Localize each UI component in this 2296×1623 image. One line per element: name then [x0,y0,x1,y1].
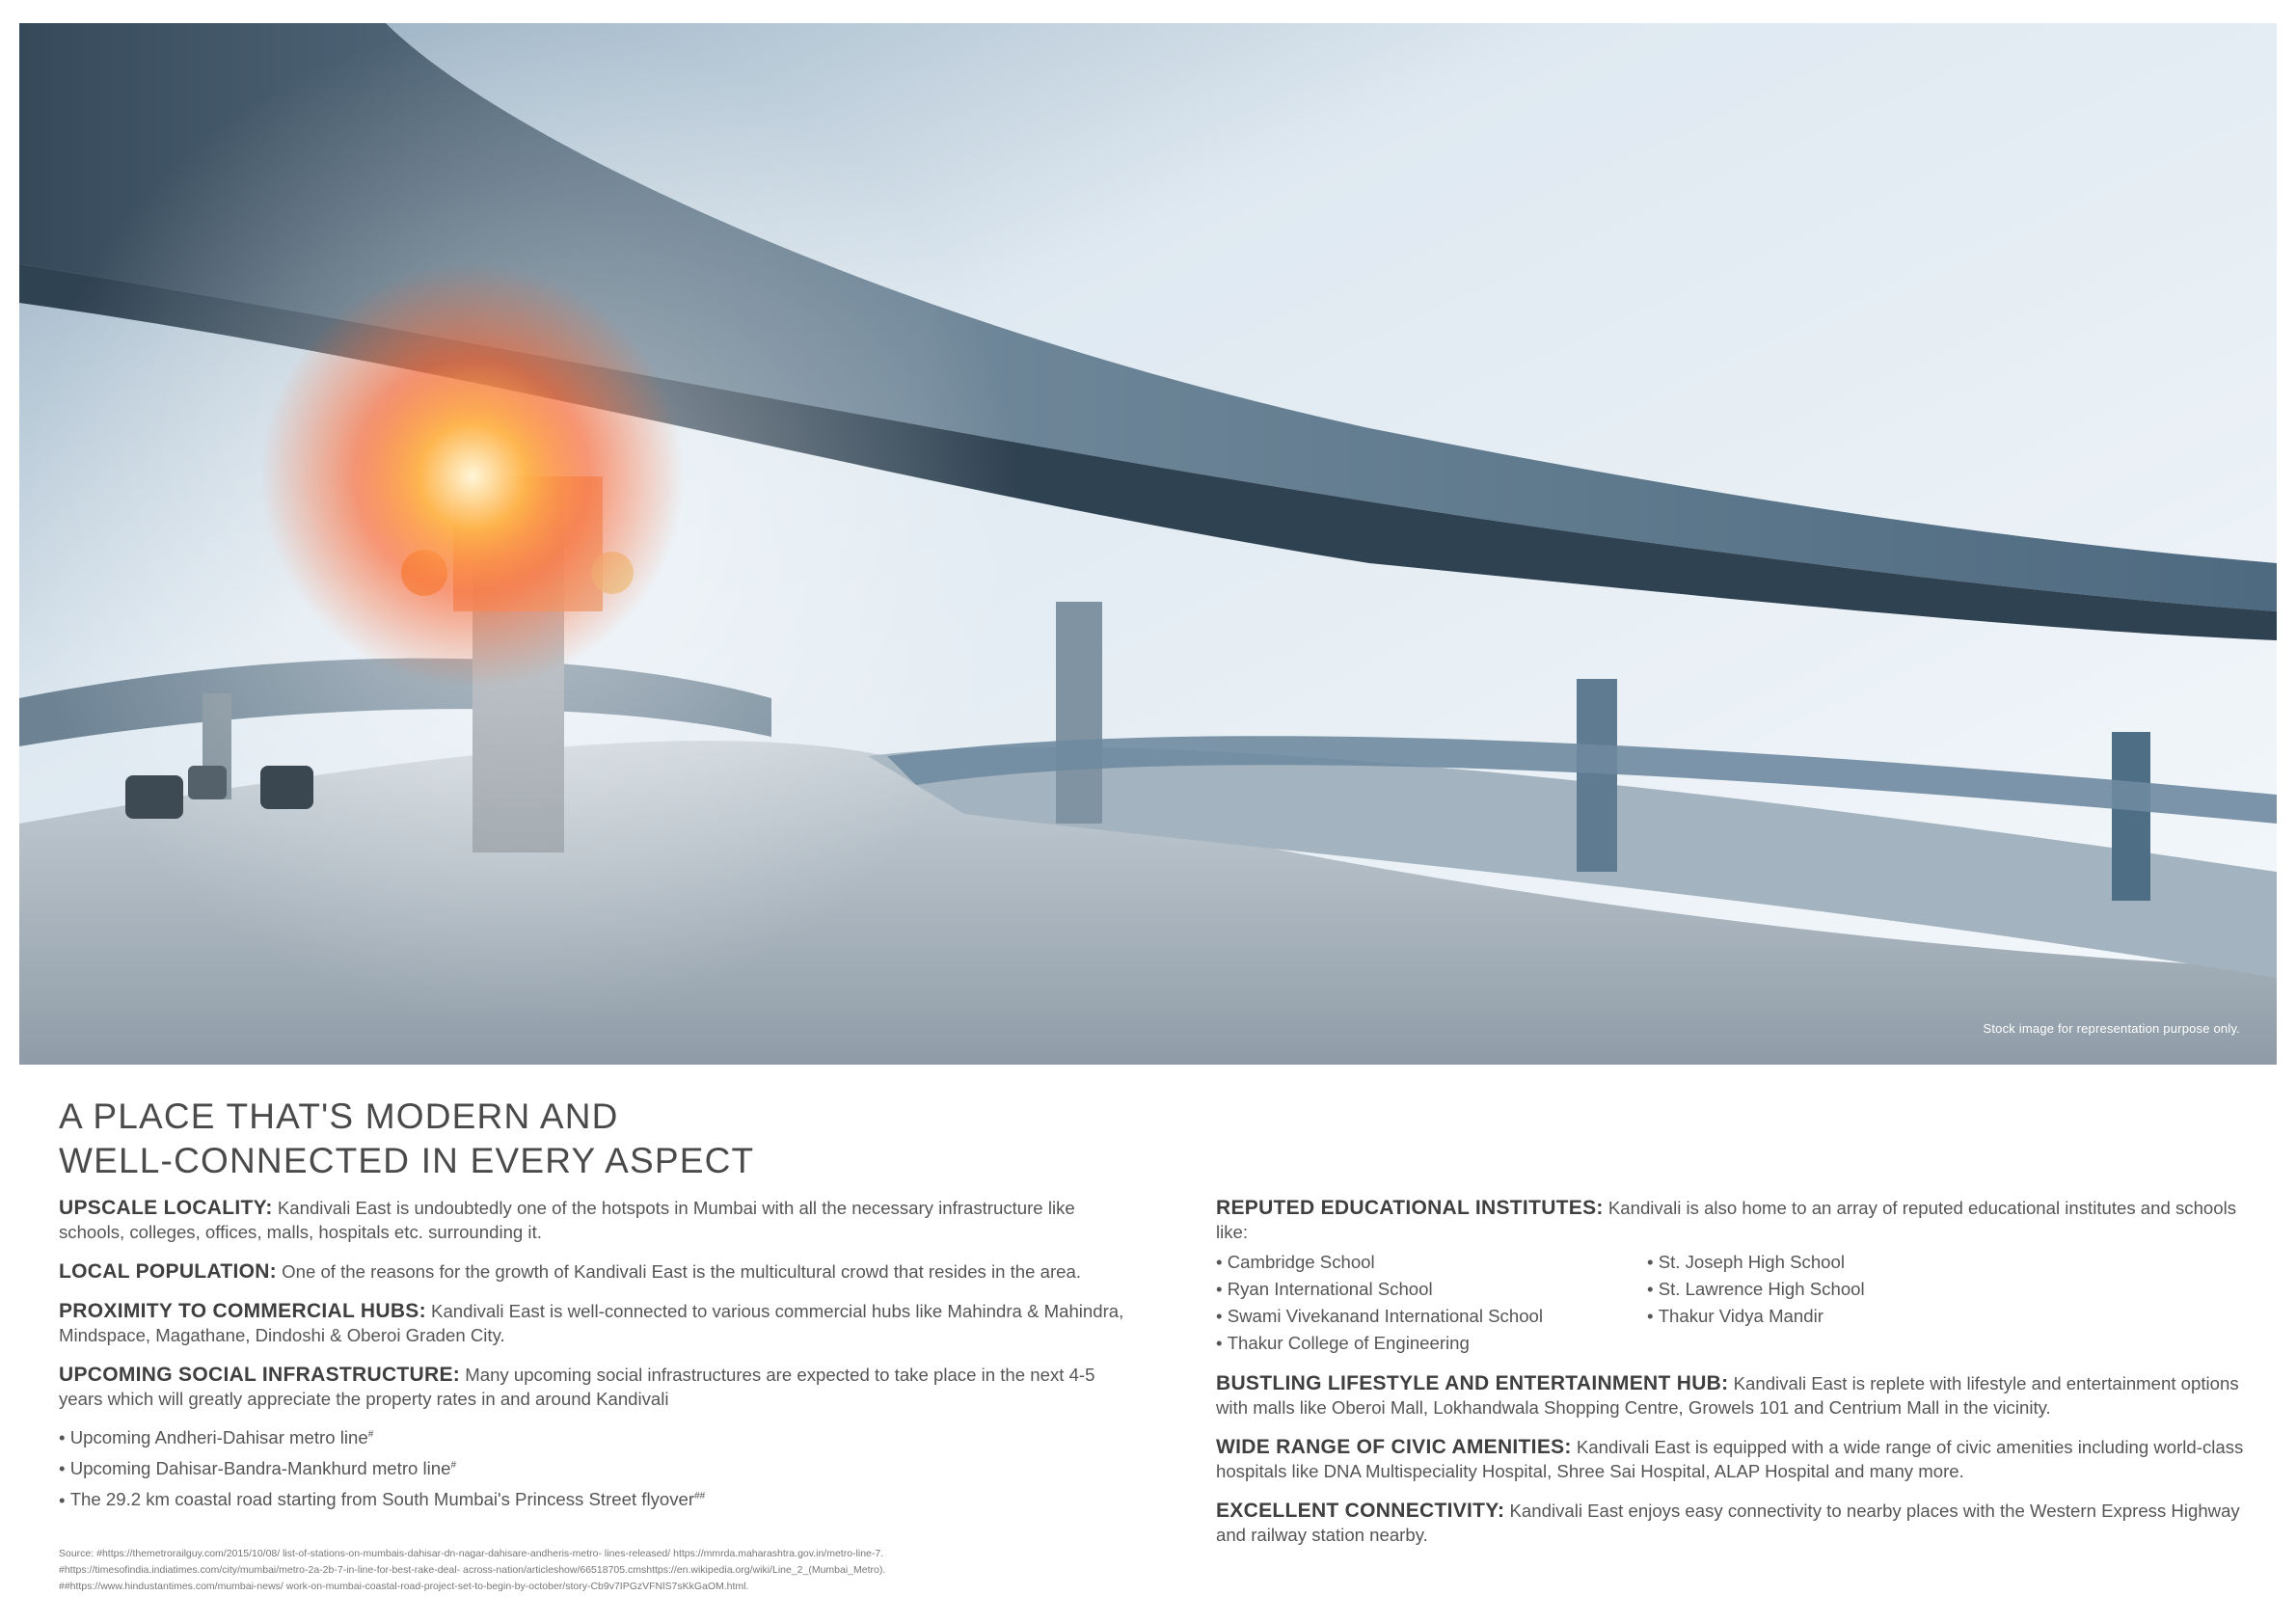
page-title-line-2: WELL-CONNECTED IN EVERY ASPECT [59,1141,755,1180]
list-item: • Ryan International School [1216,1277,1647,1301]
right-column [1216,1196,2257,1562]
section-title: UPCOMING SOCIAL INFRASTRUCTURE: [59,1364,461,1386]
list-item: • The 29.2 km coastal road starting from South Mumbai's Princess Street flyover## [59,1484,1124,1511]
section-text: Kandivali East enjoys easy connectivity to nearby places with the Western Express Highway and railway station nearby. [1216,1501,2240,1545]
section-lifestyle-hub [1216,1371,2257,1420]
section-civic-amenities [1216,1435,2257,1483]
upcoming-infrastructure-list [59,1422,1124,1512]
section-connectivity [1216,1499,2257,1547]
section-text: Kandivali East is well-connected to various commercial hubs like Mahindra & Mahindra, Mindspace, Magathane, Dindoshi & Oberoi Graden City. [59,1301,1124,1345]
section-text: Many upcoming social infrastructures are expected to take place in the next 4-5 years which will greatly appreciate the property rates in and around Kandivali [59,1365,1095,1409]
section-text: One of the reasons for the growth of Kandivali East is the multicultural crowd that resides in the area. [276,1261,1082,1282]
page-title [59,1095,754,1183]
source-footnote [59,1546,1124,1595]
section-text: Kandivali East is replete with lifestyle and entertainment options with malls like Oberoi Mall, Lokhandwala Shopping Centre, Growels 101 and Centrium Mall in the vicinity. [1216,1373,2239,1418]
source-line-3: ##https://www.hindustantimes.com/mumbai-news/ work-on-mumbai-coastal-road-project-set-to-begin-by-october/story-Cb9v7IPGzVFNlS7sKkGaOM.html. [59,1581,749,1592]
section-social-infrastructure [59,1363,1124,1411]
section-commercial-hubs [59,1299,1124,1347]
section-title: BUSTLING LIFESTYLE AND ENTERTAINMENT HUB: [1216,1372,1729,1394]
section-title: PROXIMITY TO COMMERCIAL HUBS: [59,1300,426,1322]
section-title: REPUTED EDUCATIONAL INSTITUTES: [1216,1197,1604,1219]
section-title: LOCAL POPULATION: [59,1260,277,1283]
list-item: • Cambridge School [1216,1250,1647,1274]
section-local-population [59,1259,1124,1284]
list-item: • St. Joseph High School [1647,1250,2033,1274]
source-line-1: Source: #https://themetrorailguy.com/2015/10/08/ list-of-stations-on-mumbais-dahisar-dn-nagar-dahisare-andheris-metro- lines-released/ https://mmrda.maharashtra.gov.in/metro-line-7. [59,1548,884,1559]
schools-column-1 [1216,1250,1647,1358]
section-title: UPSCALE LOCALITY: [59,1197,273,1219]
list-item: • Upcoming Dahisar-Bandra-Mankhurd metro line# [59,1453,1124,1480]
list-item: • Upcoming Andheri-Dahisar metro line# [59,1422,1124,1449]
section-upscale-locality [59,1196,1124,1244]
flyover-illustration [19,23,2277,1065]
stock-image-disclaimer: Stock image for representation purpose only. [1983,1021,2240,1036]
schools-list [1216,1250,2257,1358]
section-education [1216,1196,2257,1244]
section-text: Kandivali is also home to an array of reputed educational institutes and schools like: [1216,1198,2237,1242]
list-item: • Swami Vivekanand International School [1216,1304,1647,1328]
hero-image [19,23,2277,1065]
list-item: • St. Lawrence High School [1647,1277,2033,1301]
section-text: Kandivali East is undoubtedly one of the hotspots in Mumbai with all the necessary infrastructure like schools, colleges, offices, malls, hospitals etc. surrounding it. [59,1198,1075,1242]
page-title-line-1: A PLACE THAT'S MODERN AND [59,1096,619,1136]
source-line-2: #https://timesofindia.indiatimes.com/city/mumbai/metro-2a-2b-7-in-line-for-best-rake-deal- across-nation/articleshow/66518705.cmshttps://en.wikipedia.org/wiki/Line_2_(Mumbai_Metro). [59,1564,886,1576]
section-title: EXCELLENT CONNECTIVITY: [1216,1500,1505,1522]
schools-column-2 [1647,1250,2033,1358]
section-text: Kandivali East is equipped with a wide range of civic amenities including world-class hospitals like DNA Multispeciality Hospital, Shree Sai Hospital, ALAP Hospital and many more. [1216,1437,2244,1481]
left-column [59,1196,1124,1516]
list-item: • Thakur College of Engineering [1216,1331,1647,1355]
list-item: • Thakur Vidya Mandir [1647,1304,2033,1328]
section-title: WIDE RANGE OF CIVIC AMENITIES: [1216,1436,1572,1458]
